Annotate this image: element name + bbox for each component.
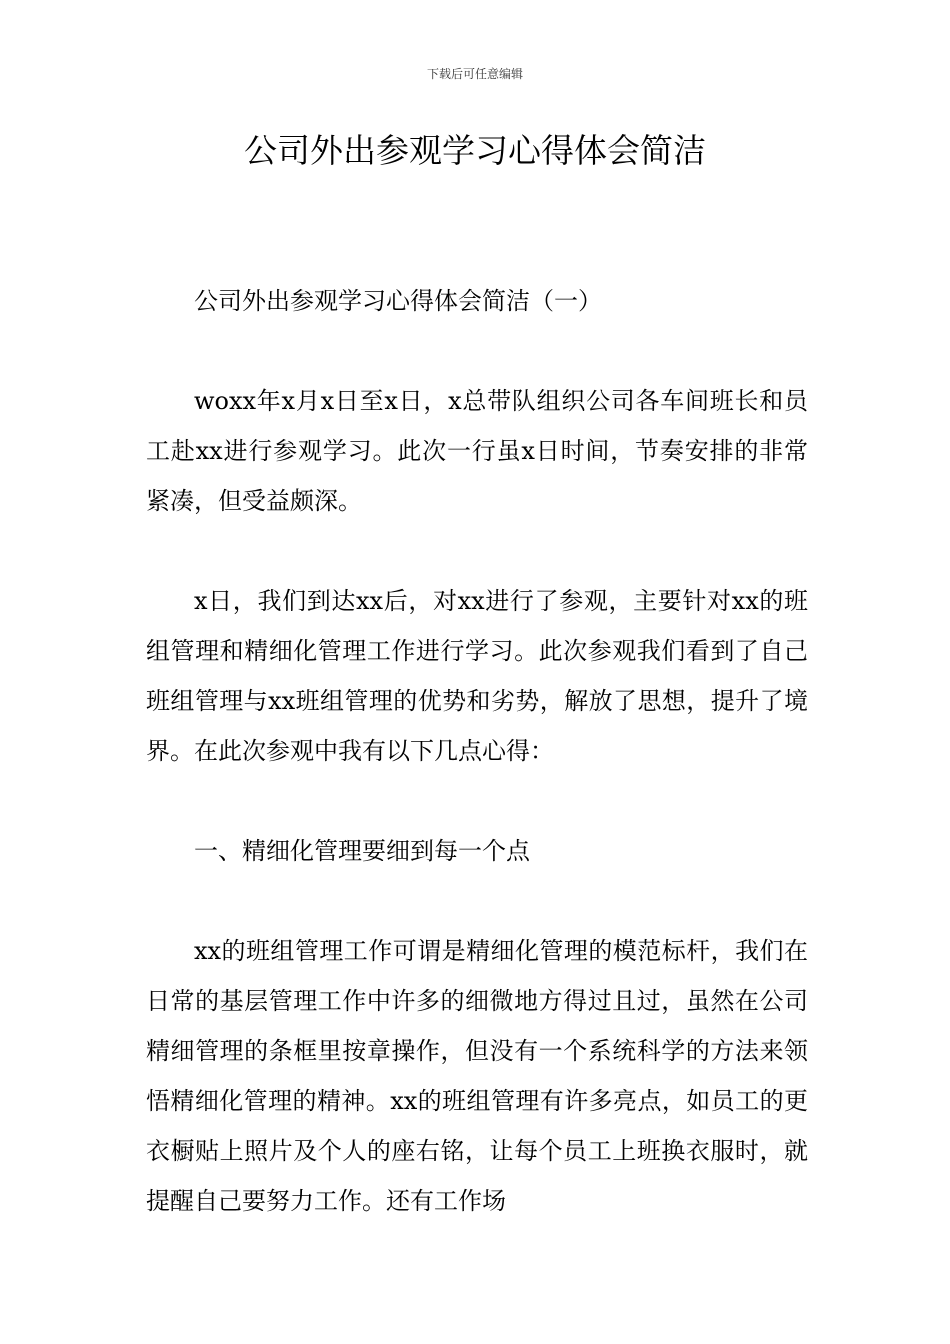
document-title: 公司外出参观学习心得体会简洁 [244, 131, 706, 170]
header-note: 下载后可任意编辑 [426, 67, 523, 81]
paragraph: xx的班组管理工作可谓是精细化管理的模范标杆，我们在日常的基层管理工作中许多的细微地方得过且过，虽然在公司精细管理的条框里按章操作，但没有一个系统科学的方法来领悟精细化管理的精神。xx的班组管理有许多亮点，如员工的更衣橱贴上照片及个人的座右铭，让每个员工上班换衣服时，就提醒自己要努力工作。还有工作场 [146, 937, 808, 1215]
subsection-heading-1: 一、精细化管理要细到每一个点 [194, 837, 530, 865]
document-body [146, 276, 808, 1276]
paragraph: x日，我们到达xx后，对xx进行了参观，主要针对xx的班组管理和精细化管理工作进行学习。此次参观我们看到了自己班组管理与xx班组管理的优势和劣势，解放了思想，提升了境界。在此次参观中我有以下几点心得： [146, 587, 808, 765]
paragraph: woxx年x月x日至x日，x总带队组织公司各车间班长和员工赴xx进行参观学习。此次一行虽x日时间，节奏安排的非常紧凑，但受益颇深。 [146, 387, 808, 515]
section-heading-1: 公司外出参观学习心得体会简洁（一） [194, 287, 602, 315]
